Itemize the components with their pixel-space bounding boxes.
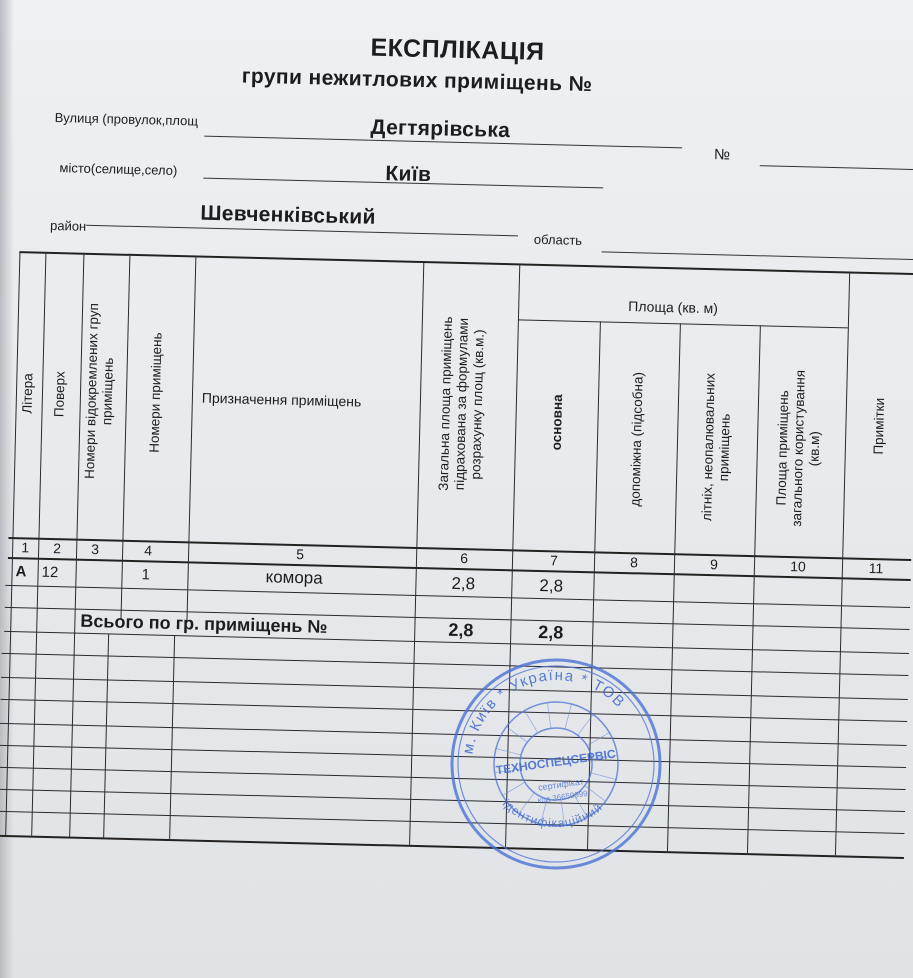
- stamp-seal-icon: [432, 640, 680, 888]
- district-value: Шевченківський: [200, 201, 376, 229]
- header-group-numbers-line1: Номери відокремлених груп: [81, 302, 102, 480]
- header-room-numbers: Номери приміщень: [146, 332, 165, 453]
- header-common-line2: загального користування: [788, 369, 808, 527]
- header-area-group: Площа (кв. м): [628, 298, 719, 317]
- row-total-area: 2,8: [451, 573, 476, 594]
- header-purpose: Призначення приміщень: [201, 389, 362, 410]
- number-label: №: [713, 146, 731, 164]
- column-number: 1: [21, 539, 30, 556]
- header-auxiliary: допоміжна (підсобна): [627, 371, 646, 507]
- header-common-line3: (кв.м): [806, 430, 823, 467]
- column-number: 2: [53, 540, 62, 557]
- document-subtitle: групи нежитлових приміщень №: [241, 64, 593, 97]
- header-group-numbers-line2: приміщень: [99, 357, 116, 426]
- header-summer-line2: приміщень: [716, 413, 733, 482]
- document-title: ЕКСПЛІКАЦІЯ: [370, 33, 545, 66]
- row-room: 1: [141, 566, 151, 584]
- header-summer-line1: літніх, неопалювальних: [699, 372, 718, 522]
- column-number: 4: [144, 542, 153, 559]
- column-number: 5: [296, 546, 305, 563]
- stamp-code-text: код 36659999: [537, 788, 589, 805]
- stamp-inner-text: сертифікат: [537, 776, 585, 793]
- region-label: область: [533, 231, 583, 248]
- column-number: 11: [868, 560, 884, 577]
- row-purpose: комора: [265, 567, 323, 588]
- row-main-area: 2,8: [539, 575, 564, 596]
- svg-text:ідентифікаційний: [499, 784, 607, 838]
- header-total-area-line1: Загальна площа приміщень: [435, 316, 455, 491]
- street-value: Дегтярівська: [370, 115, 511, 143]
- header-summer: [699, 352, 736, 543]
- stamp-top-text: м. Київ * Україна * ТОВ: [459, 666, 629, 756]
- stamp-bottom-text: ідентифікаційний: [499, 796, 606, 831]
- district-label: район: [49, 217, 87, 234]
- column-number: 8: [629, 554, 639, 571]
- street-label: Вулиця (провулок,площ: [54, 109, 199, 129]
- total-row-total-area: 2,8: [448, 619, 474, 641]
- stamp-center-text: ТЕХНОСПЕЦСЕРВІС: [494, 746, 617, 778]
- header-total-area: [435, 283, 489, 524]
- city-value: Київ: [385, 162, 432, 187]
- column-number: 6: [459, 550, 469, 567]
- city-label: місто(селище,село): [59, 160, 178, 178]
- header-total-area-line2: підрахована за формулами: [451, 317, 471, 491]
- column-number: 9: [709, 556, 719, 573]
- row-floor: 12: [41, 563, 59, 582]
- column-number: 10: [790, 558, 806, 575]
- header-common-line1: Площа приміщень: [773, 390, 792, 506]
- header-common: [772, 348, 825, 549]
- header-floor: Поверх: [51, 371, 68, 418]
- header-group-numbers: [81, 271, 119, 512]
- column-number: 3: [91, 541, 100, 558]
- header-total-area-line3: розрахунку площ (кв.м.): [468, 329, 487, 480]
- total-row-main-area: 2,8: [538, 621, 564, 643]
- total-row-label: Всього по гр. приміщень №: [80, 610, 328, 637]
- header-notes: Примітки: [870, 397, 888, 455]
- row-litera: А: [15, 563, 27, 581]
- column-number: 7: [549, 552, 559, 569]
- header-litera: Літера: [19, 373, 36, 414]
- header-main: основна: [548, 394, 566, 451]
- official-stamp: [432, 640, 680, 888]
